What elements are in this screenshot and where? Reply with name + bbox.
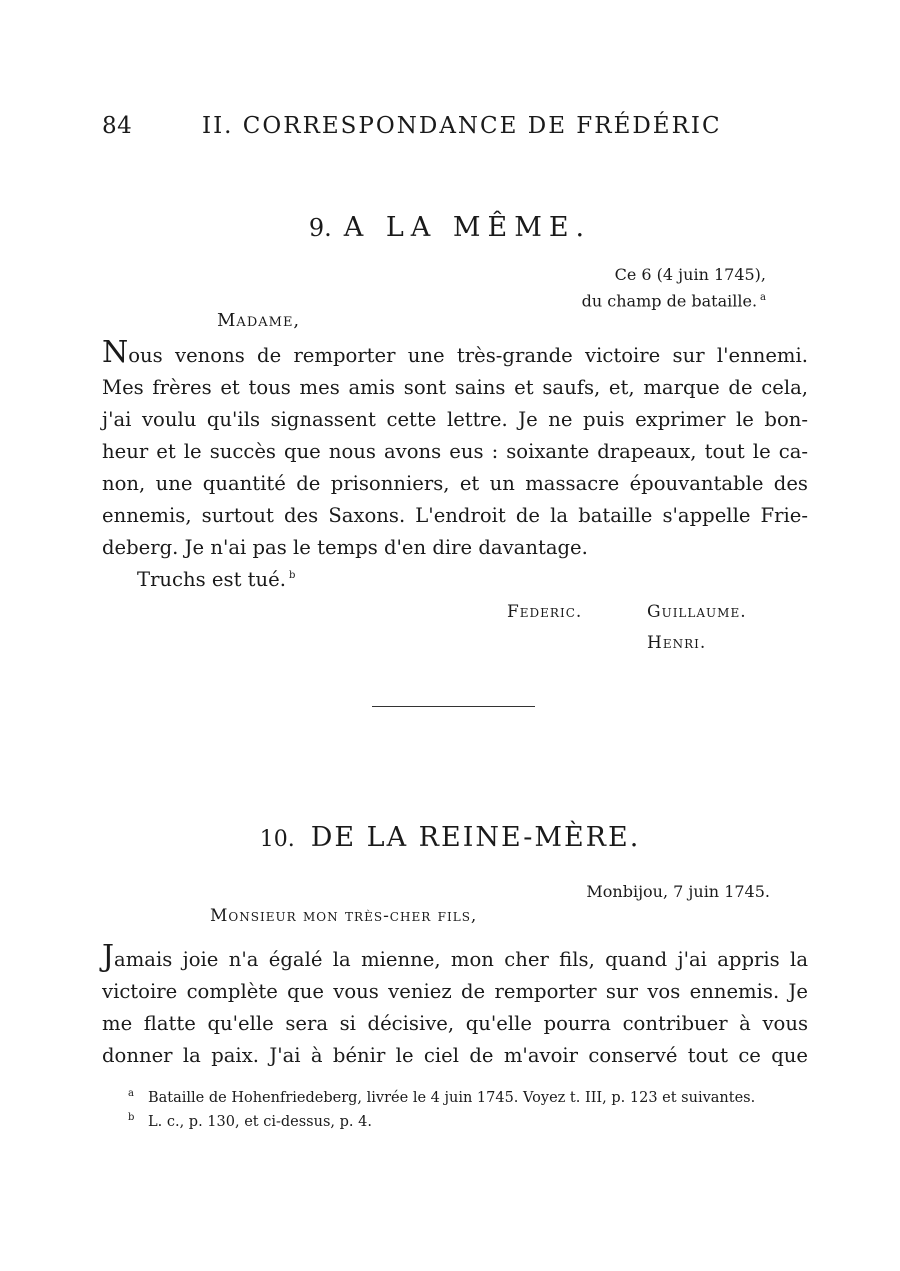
- letter-9-date: [582, 263, 766, 312]
- body-line: Mes frères et tous mes amis sont sains et saufs, et, marque de cela,: [102, 376, 808, 399]
- letter-10-salutation: Monsieur mon très-cher fils,: [210, 906, 478, 926]
- signature-henri: Henri.: [647, 633, 707, 653]
- letter-9-heading: [0, 212, 900, 243]
- letter-10-body: [102, 939, 808, 1072]
- letter-10-title: DE LA REINE-MÈRE.: [310, 822, 641, 853]
- body-line: heur et le succès que nous avons eus : soixante drapeaux, tout le ca-: [102, 440, 808, 463]
- letter-9-number: 9.: [308, 214, 332, 242]
- running-head: [102, 113, 722, 139]
- footnote-text: L. c., p. 130, et ci-dessus, p. 4.: [148, 1113, 372, 1130]
- letter-9-date-line2: du champ de bataille.: [581, 291, 758, 311]
- body-line: j'ai voulu qu'ils signassent cette lettre. Je ne puis exprimer le bon-: [102, 408, 808, 431]
- letter-10-date: Monbijou, 7 juin 1745.: [586, 882, 770, 901]
- letter-9-body: [102, 335, 808, 564]
- postscript: Truchs est tué. $^b$: [137, 568, 296, 591]
- running-head-title: II. CORRESPONDANCE DE FRÉDÉRIC: [202, 113, 722, 139]
- body-line: me flatte qu'elle sera si décisive, qu'elle pourra contribuer à vous: [102, 1012, 808, 1035]
- footnote-ref-b: b: [289, 570, 296, 582]
- footnote-mark: b: [128, 1112, 135, 1123]
- footnote-text: Bataille de Hohenfriedeberg, livrée le 4 juin 1745. Voyez t. III, p. 123 et suivantes.: [148, 1089, 756, 1106]
- footnote-a: [128, 1088, 755, 1106]
- initial-letter: J: [102, 939, 115, 974]
- section-divider: [372, 706, 535, 707]
- body-line: non, une quantité de prisonniers, et un massacre épouvantable des: [102, 472, 808, 495]
- letter-9-date-line1: Ce 6 (4 juin 1745),: [614, 265, 766, 284]
- footnote-b: [128, 1112, 372, 1130]
- letter-9-salutation: Madame,: [217, 310, 301, 331]
- page-number: 84: [102, 113, 133, 139]
- body-line: victoire complète que vous veniez de remporter sur vos ennemis. Je: [102, 980, 808, 1003]
- letter-10-heading: [0, 822, 900, 853]
- footnote-mark: a: [128, 1088, 134, 1099]
- signature-federic: Federic.: [507, 602, 583, 622]
- signature-guillaume: Guillaume.: [647, 602, 747, 622]
- initial-letter: N: [102, 335, 129, 370]
- body-line: ennemis, surtout des Saxons. L'endroit de la bataille s'appelle Frie-: [102, 504, 808, 527]
- body-line: deberg. Je n'ai pas le temps d'en dire davantage.: [102, 536, 588, 559]
- body-line: donner la paix. J'ai à bénir le ciel de m'avoir conservé tout ce que: [102, 1044, 808, 1067]
- letter-10-number: 10.: [259, 827, 295, 852]
- body-line: Nous venons de remporter une très-grande victoire sur l'ennemi.: [102, 335, 808, 370]
- body-line: Jamais joie n'a égalé la mienne, mon cher fils, quand j'ai appris la: [102, 939, 808, 974]
- footnote-ref-a: a: [760, 292, 766, 303]
- letter-9-title: A LA MÊME.: [343, 212, 592, 243]
